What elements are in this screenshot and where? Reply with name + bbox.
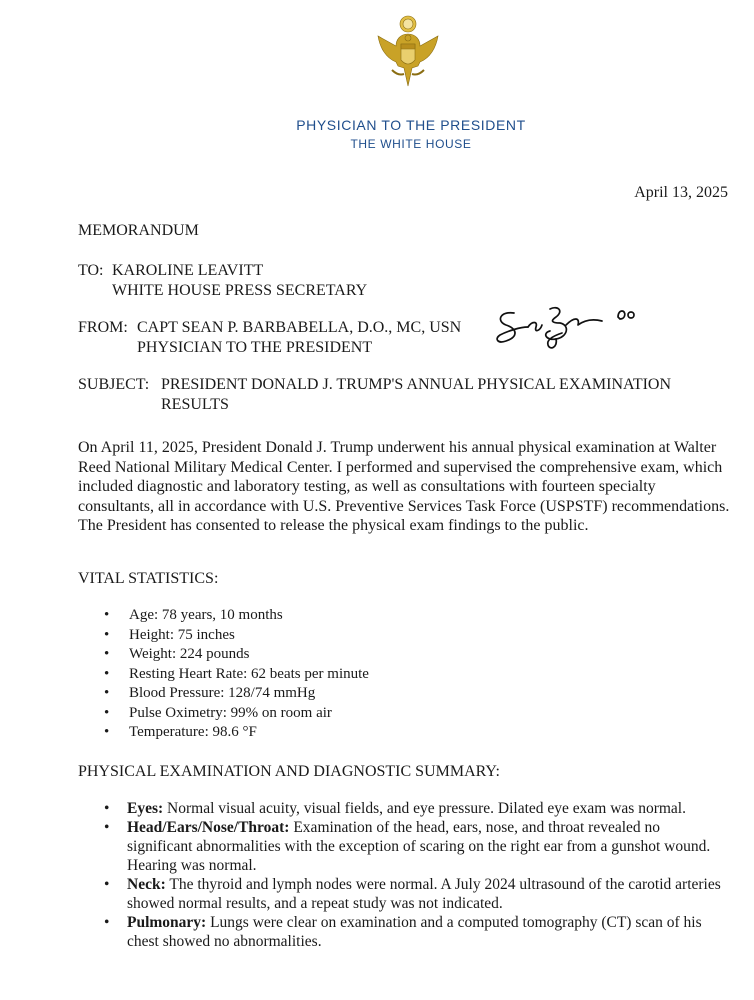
vital-item: • Temperature: 98.6 °F xyxy=(78,723,369,743)
finding-text: The thyroid and lymph nodes were normal. A July 2024 ultrasound of the carotid arteries showed normal results, and a repeat study was not indicated. xyxy=(127,876,721,912)
intro-paragraph: On April 11, 2025, President Donald J. Trump underwent his annual physical examination at Walter Reed National Military Medical Center. I performed and supervised the comprehensive exam, which included diagnostic and laboratory testing, as well as consultations with fourteen specialty consultants, all in accordance with U.S. Preventive Services Task Force (USPSTF) recommendations. The President has consented to release the physical exam findings to the public. xyxy=(78,439,730,534)
to-title: WHITE HOUSE PRESS SECRETARY xyxy=(112,282,368,299)
signature-suffix: DO xyxy=(619,311,633,321)
vital-item: • Resting Heart Rate: 62 beats per minute xyxy=(78,665,369,685)
handwritten-signature xyxy=(492,301,652,353)
finding-label: Neck: xyxy=(127,876,166,893)
exam-heading: PHYSICAL EXAMINATION AND DIAGNOSTIC SUMMARY: xyxy=(78,763,500,780)
vital-item: • Pulse Oximetry: 99% on room air xyxy=(78,704,369,724)
subject-label: SUBJECT: xyxy=(78,376,150,393)
great-seal-eagle-icon xyxy=(370,14,446,94)
finding-label: Head/Ears/Nose/Throat: xyxy=(127,819,290,836)
finding-text: Lungs were clear on examination and a computed tomography (CT) scan of his chest showed no abnormalities. xyxy=(127,914,702,950)
finding-label: Pulmonary: xyxy=(127,914,207,931)
vital-item: • Blood Pressure: 128/74 mmHg xyxy=(78,684,369,704)
office-subtitle: THE WHITE HOUSE xyxy=(350,137,472,151)
office-title: PHYSICIAN TO THE PRESIDENT xyxy=(296,117,526,133)
memo-date: April 13, 2025 xyxy=(634,184,728,201)
finding-item xyxy=(78,799,728,818)
finding-item xyxy=(78,875,728,913)
vital-item: • Weight: 224 pounds xyxy=(78,645,369,665)
vital-item: • Age: 78 years, 10 months xyxy=(78,606,369,626)
finding-item xyxy=(78,818,728,875)
vitals-list xyxy=(78,606,369,743)
memo-heading: MEMORANDUM xyxy=(78,222,199,239)
finding-text: Normal visual acuity, visual fields, and eye pressure. Dilated eye exam was normal. xyxy=(163,800,686,817)
to-label: TO: xyxy=(78,262,104,279)
to-name: KAROLINE LEAVITT xyxy=(112,262,264,279)
finding-text: Examination of the head, ears, nose, and throat revealed no significant abnormalities with the exception of scaring on the right ear from a gunshot wound. Hearing was normal. xyxy=(127,819,711,874)
vitals-heading: VITAL STATISTICS: xyxy=(78,570,219,587)
finding-item xyxy=(78,913,728,951)
from-label: FROM: xyxy=(78,319,128,336)
subject-line-1: PRESIDENT DONALD J. TRUMP'S ANNUAL PHYSICAL EXAMINATION xyxy=(161,376,672,393)
from-name: CAPT SEAN P. BARBABELLA, D.O., MC, USN xyxy=(137,319,462,336)
vital-item: • Height: 75 inches xyxy=(78,626,369,646)
finding-label: Eyes: xyxy=(127,800,164,817)
exam-findings-list xyxy=(78,799,728,951)
subject-line-2: RESULTS xyxy=(161,396,229,413)
from-title: PHYSICIAN TO THE PRESIDENT xyxy=(137,339,373,356)
